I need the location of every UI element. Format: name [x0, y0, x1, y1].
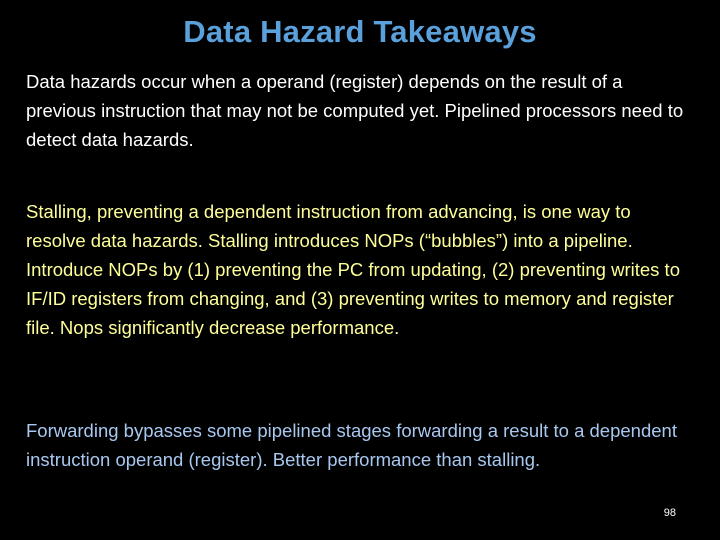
paragraph-forwarding: Forwarding bypasses some pipelined stages forwarding a result to a dependent instruction operand (register). Better performance than stalling. — [26, 420, 677, 470]
paragraph-data-hazards: Data hazards occur when a operand (register) depends on the result of a previous instruction that may not be computed yet. Pipelined processors need to detect data hazards. — [26, 71, 684, 150]
page-number: 98 — [663, 507, 676, 519]
paragraph-stalling: Stalling, preventing a dependent instruction from advancing, is one way to resolve data hazards. Stalling introduces NOPs (“bubbles”) into a pipeline. Introduce NOPs by (1) preventing the PC from updating, (2) preventing writes to IF/ID registers from changing, and (3) preventing writes to memory and register file. Nops significantly decrease performance. — [26, 201, 680, 338]
slide-title: Data Hazard Takeaways — [183, 14, 537, 49]
